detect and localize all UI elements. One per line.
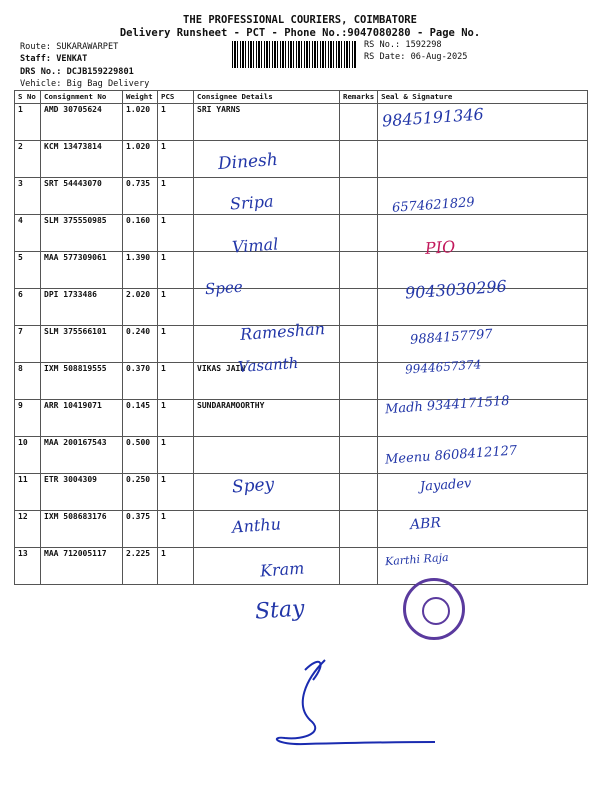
cell-consignee: VIKAS JAIN: [194, 363, 340, 400]
col-header-sno: S No: [15, 91, 41, 104]
drs-number: DRS No.: DCJB159229801: [20, 67, 134, 77]
cell-consignee: SRI YARNS: [194, 104, 340, 141]
col-header-pcs: PCS: [158, 91, 194, 104]
cell-weight: 1.020: [123, 141, 158, 178]
handwritten-signature: 9944657374: [404, 357, 482, 377]
route-label: Route: SUKARAWARPET: [20, 42, 119, 52]
cell-remarks: [340, 437, 378, 474]
handwritten-name: Sripa: [229, 191, 275, 214]
cell-pcs: 1: [158, 141, 194, 178]
cell-signature: [378, 289, 588, 326]
cell-consignment: AMD 30705624: [41, 104, 123, 141]
table-row: [15, 511, 588, 548]
company-seal: [403, 578, 465, 640]
cell-pcs: 1: [158, 363, 194, 400]
cell-signature: [378, 252, 588, 289]
handwritten-signature: 9884157797: [409, 327, 494, 348]
cell-consignee: SUNDARAMOORTHY: [194, 400, 340, 437]
cell-consignee: [194, 548, 340, 585]
table-row: [15, 400, 588, 437]
rs-number: RS No.: 1592298: [364, 40, 442, 50]
cell-remarks: [340, 548, 378, 585]
cell-sno: 4: [15, 215, 41, 252]
cell-sno: 2: [15, 141, 41, 178]
cell-remarks: [340, 326, 378, 363]
handwritten-signature: Meenu 8608412127: [384, 443, 518, 468]
handwritten-signature: Jayadev: [419, 476, 472, 495]
cell-signature: [378, 363, 588, 400]
handwritten-signature: ABR: [409, 514, 442, 534]
cell-signature: [378, 511, 588, 548]
handwritten-signature: PIO: [424, 236, 456, 259]
cell-consignment: SRT 54443070: [41, 178, 123, 215]
cell-sno: 1: [15, 104, 41, 141]
handwritten-signature: 9043030296: [404, 276, 508, 303]
cell-consignment: SLM 375566101: [41, 326, 123, 363]
cell-weight: 0.160: [123, 215, 158, 252]
cell-signature: [378, 437, 588, 474]
cell-sno: 6: [15, 289, 41, 326]
cell-consignee: [194, 326, 340, 363]
cell-consignment: MAA 200167543: [41, 437, 123, 474]
cell-remarks: [340, 252, 378, 289]
table-row: [15, 474, 588, 511]
table-row: [15, 437, 588, 474]
table-row: [15, 178, 588, 215]
cell-weight: 0.370: [123, 363, 158, 400]
vehicle-label: Vehicle: Big Bag Delivery: [20, 79, 150, 89]
cell-weight: 2.020: [123, 289, 158, 326]
cell-signature: [378, 141, 588, 178]
cell-remarks: [340, 141, 378, 178]
runsheet-table: [14, 90, 588, 585]
handwritten-name: Stay: [254, 596, 306, 625]
cell-consignee: [194, 215, 340, 252]
handwritten-name: Spee: [204, 277, 244, 299]
cell-pcs: 1: [158, 104, 194, 141]
table-row: [15, 141, 588, 178]
cell-remarks: [340, 363, 378, 400]
cell-consignment: DPI 1733486: [41, 289, 123, 326]
cell-remarks: [340, 289, 378, 326]
cell-sno: 7: [15, 326, 41, 363]
handwritten-name: Anthu: [231, 514, 282, 537]
cell-signature: [378, 215, 588, 252]
cell-consignee: [194, 252, 340, 289]
cell-consignee: [194, 141, 340, 178]
cell-signature: [378, 474, 588, 511]
table-row: [15, 215, 588, 252]
cell-sno: 3: [15, 178, 41, 215]
cell-consignee: [194, 178, 340, 215]
cell-weight: 1.390: [123, 252, 158, 289]
cell-weight: 0.250: [123, 474, 158, 511]
col-header-remarks: Remarks: [340, 91, 378, 104]
cell-consignee: [194, 437, 340, 474]
cell-pcs: 1: [158, 289, 194, 326]
cell-consignment: IXM 508683176: [41, 511, 123, 548]
handwritten-signature: Karthi Raja: [384, 550, 450, 569]
cell-consignee: [194, 474, 340, 511]
cell-sno: 11: [15, 474, 41, 511]
cell-consignee: [194, 289, 340, 326]
cell-consignee: [194, 511, 340, 548]
cell-weight: 0.375: [123, 511, 158, 548]
document-subtitle: Delivery Runsheet - PCT - Phone No.:9047080280 - Page No.: [119, 27, 481, 39]
cell-signature: [378, 400, 588, 437]
table-row: [15, 289, 588, 326]
cell-pcs: 1: [158, 511, 194, 548]
cell-sno: 9: [15, 400, 41, 437]
cell-sno: 5: [15, 252, 41, 289]
cell-weight: 0.735: [123, 178, 158, 215]
signature-scrawl: [265, 650, 465, 760]
rs-date: RS Date: 06-Aug-2025: [364, 52, 468, 62]
cell-signature: [378, 548, 588, 585]
cell-weight: 2.225: [123, 548, 158, 585]
table-row: [15, 326, 588, 363]
cell-remarks: [340, 178, 378, 215]
cell-pcs: 1: [158, 437, 194, 474]
cell-remarks: [340, 474, 378, 511]
handwritten-name: Rameshan: [239, 319, 326, 344]
cell-signature: [378, 178, 588, 215]
col-header-consignment: Consignment No: [41, 91, 123, 104]
handwritten-signature: Madh 9344171518: [384, 393, 510, 418]
col-header-consignee: Consignee Details: [194, 91, 340, 104]
table-row: [15, 363, 588, 400]
cell-weight: 0.240: [123, 326, 158, 363]
col-header-weight: Weight: [123, 91, 158, 104]
cell-consignment: ARR 10419071: [41, 400, 123, 437]
col-header-signature: Seal & Signature: [378, 91, 588, 104]
cell-signature: [378, 104, 588, 141]
cell-sno: 12: [15, 511, 41, 548]
cell-sno: 10: [15, 437, 41, 474]
cell-consignment: MAA 577309061: [41, 252, 123, 289]
cell-pcs: 1: [158, 215, 194, 252]
cell-pcs: 1: [158, 474, 194, 511]
cell-pcs: 1: [158, 178, 194, 215]
handwritten-name: Vimal: [231, 234, 279, 257]
cell-consignment: SLM 375550985: [41, 215, 123, 252]
cell-sno: 8: [15, 363, 41, 400]
cell-sno: 13: [15, 548, 41, 585]
table-row: [15, 104, 588, 141]
cell-remarks: [340, 400, 378, 437]
handwritten-name: Vasanth: [237, 353, 299, 377]
cell-remarks: [340, 104, 378, 141]
cell-consignment: KCM 13473814: [41, 141, 123, 178]
table-row: [15, 548, 588, 585]
cell-pcs: 1: [158, 326, 194, 363]
handwritten-name: Dinesh: [217, 149, 279, 175]
handwritten-name: Kram: [259, 558, 305, 581]
cell-remarks: [340, 511, 378, 548]
document-title: THE PROFESSIONAL COURIERS, COIMBATORE: [183, 14, 417, 26]
cell-pcs: 1: [158, 548, 194, 585]
cell-consignment: IXM 508819555: [41, 363, 123, 400]
cell-pcs: 1: [158, 400, 194, 437]
cell-consignment: ETR 3004309: [41, 474, 123, 511]
cell-weight: 0.145: [123, 400, 158, 437]
cell-consignment: MAA 712005117: [41, 548, 123, 585]
cell-remarks: [340, 215, 378, 252]
cell-signature: [378, 326, 588, 363]
cell-weight: 0.500: [123, 437, 158, 474]
table-header-row: [15, 91, 588, 104]
cell-weight: 1.020: [123, 104, 158, 141]
handwritten-signature: 9845191346: [381, 104, 485, 131]
barcode: [232, 41, 356, 68]
handwritten-name: Spey: [231, 474, 275, 498]
table-row: [15, 252, 588, 289]
staff-label: Staff: VENKAT: [20, 54, 88, 64]
cell-pcs: 1: [158, 252, 194, 289]
handwritten-signature: 6574621829: [391, 195, 476, 216]
